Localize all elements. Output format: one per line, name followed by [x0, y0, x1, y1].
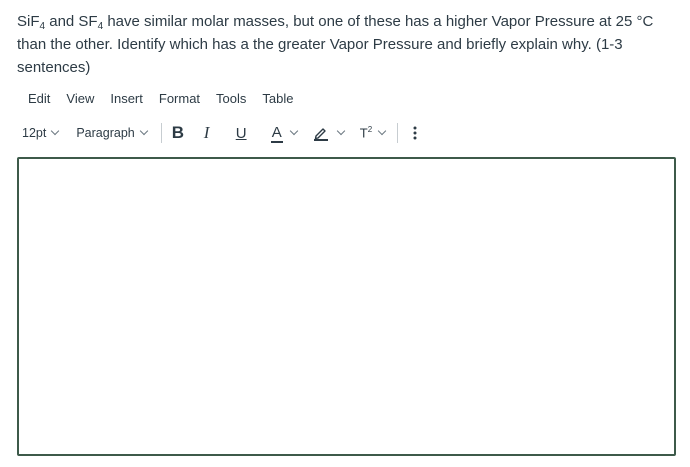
- toolbar-separator: [397, 123, 398, 143]
- menu-table[interactable]: Table: [262, 90, 294, 106]
- highlighter-pen-icon: [313, 125, 329, 141]
- text-color-icon: A: [271, 123, 282, 141]
- toolbar-separator: [161, 123, 162, 143]
- menu-format[interactable]: Format: [158, 90, 201, 106]
- more-vertical-icon: [412, 125, 418, 141]
- question-text: [17, 10, 677, 79]
- editor-toolbar: [22, 122, 418, 144]
- block-format-value: Paragraph: [76, 126, 135, 140]
- question-subscript-1: 4: [39, 21, 46, 32]
- bold-icon: B: [171, 123, 184, 142]
- chevron-down-icon: [289, 127, 297, 135]
- chevron-down-icon: [336, 127, 344, 135]
- question-part3: have similar molar masses, but one of these has a higher Vapor Pressure at 25 °C than the other. Identify which has a the greater Vapor Pressure and briefly explain why. (1-3 sentences): [17, 13, 654, 76]
- question-part2: and SF: [45, 13, 98, 30]
- menu-edit[interactable]: Edit: [28, 90, 51, 106]
- superscript-button[interactable]: [360, 125, 385, 140]
- underline-button[interactable]: [236, 125, 262, 142]
- bold-button[interactable]: [172, 123, 198, 143]
- rich-text-editor-area[interactable]: [17, 157, 676, 456]
- block-format-dropdown[interactable]: [76, 126, 146, 140]
- editor-menubar: [20, 89, 301, 107]
- question-part1: SiF: [17, 13, 40, 30]
- italic-button[interactable]: [204, 123, 230, 143]
- highlight-color-button[interactable]: [313, 125, 344, 141]
- menu-insert[interactable]: Insert: [110, 90, 143, 106]
- text-color-button[interactable]: [272, 124, 297, 143]
- superscript-icon: $T^2$: [359, 125, 373, 141]
- menu-tools[interactable]: Tools: [216, 90, 247, 106]
- font-size-value: 12pt: [22, 126, 47, 140]
- italic-icon: I: [203, 123, 210, 142]
- menu-view[interactable]: View: [66, 90, 95, 106]
- question-subscript-2: 4: [97, 21, 104, 32]
- more-options-button[interactable]: [412, 125, 418, 141]
- chevron-down-icon: [51, 127, 59, 135]
- chevron-down-icon: [139, 127, 147, 135]
- font-size-dropdown[interactable]: [22, 126, 58, 140]
- editor-content[interactable]: [19, 159, 674, 195]
- underline-icon: U: [235, 124, 247, 142]
- chevron-down-icon: [378, 127, 386, 135]
